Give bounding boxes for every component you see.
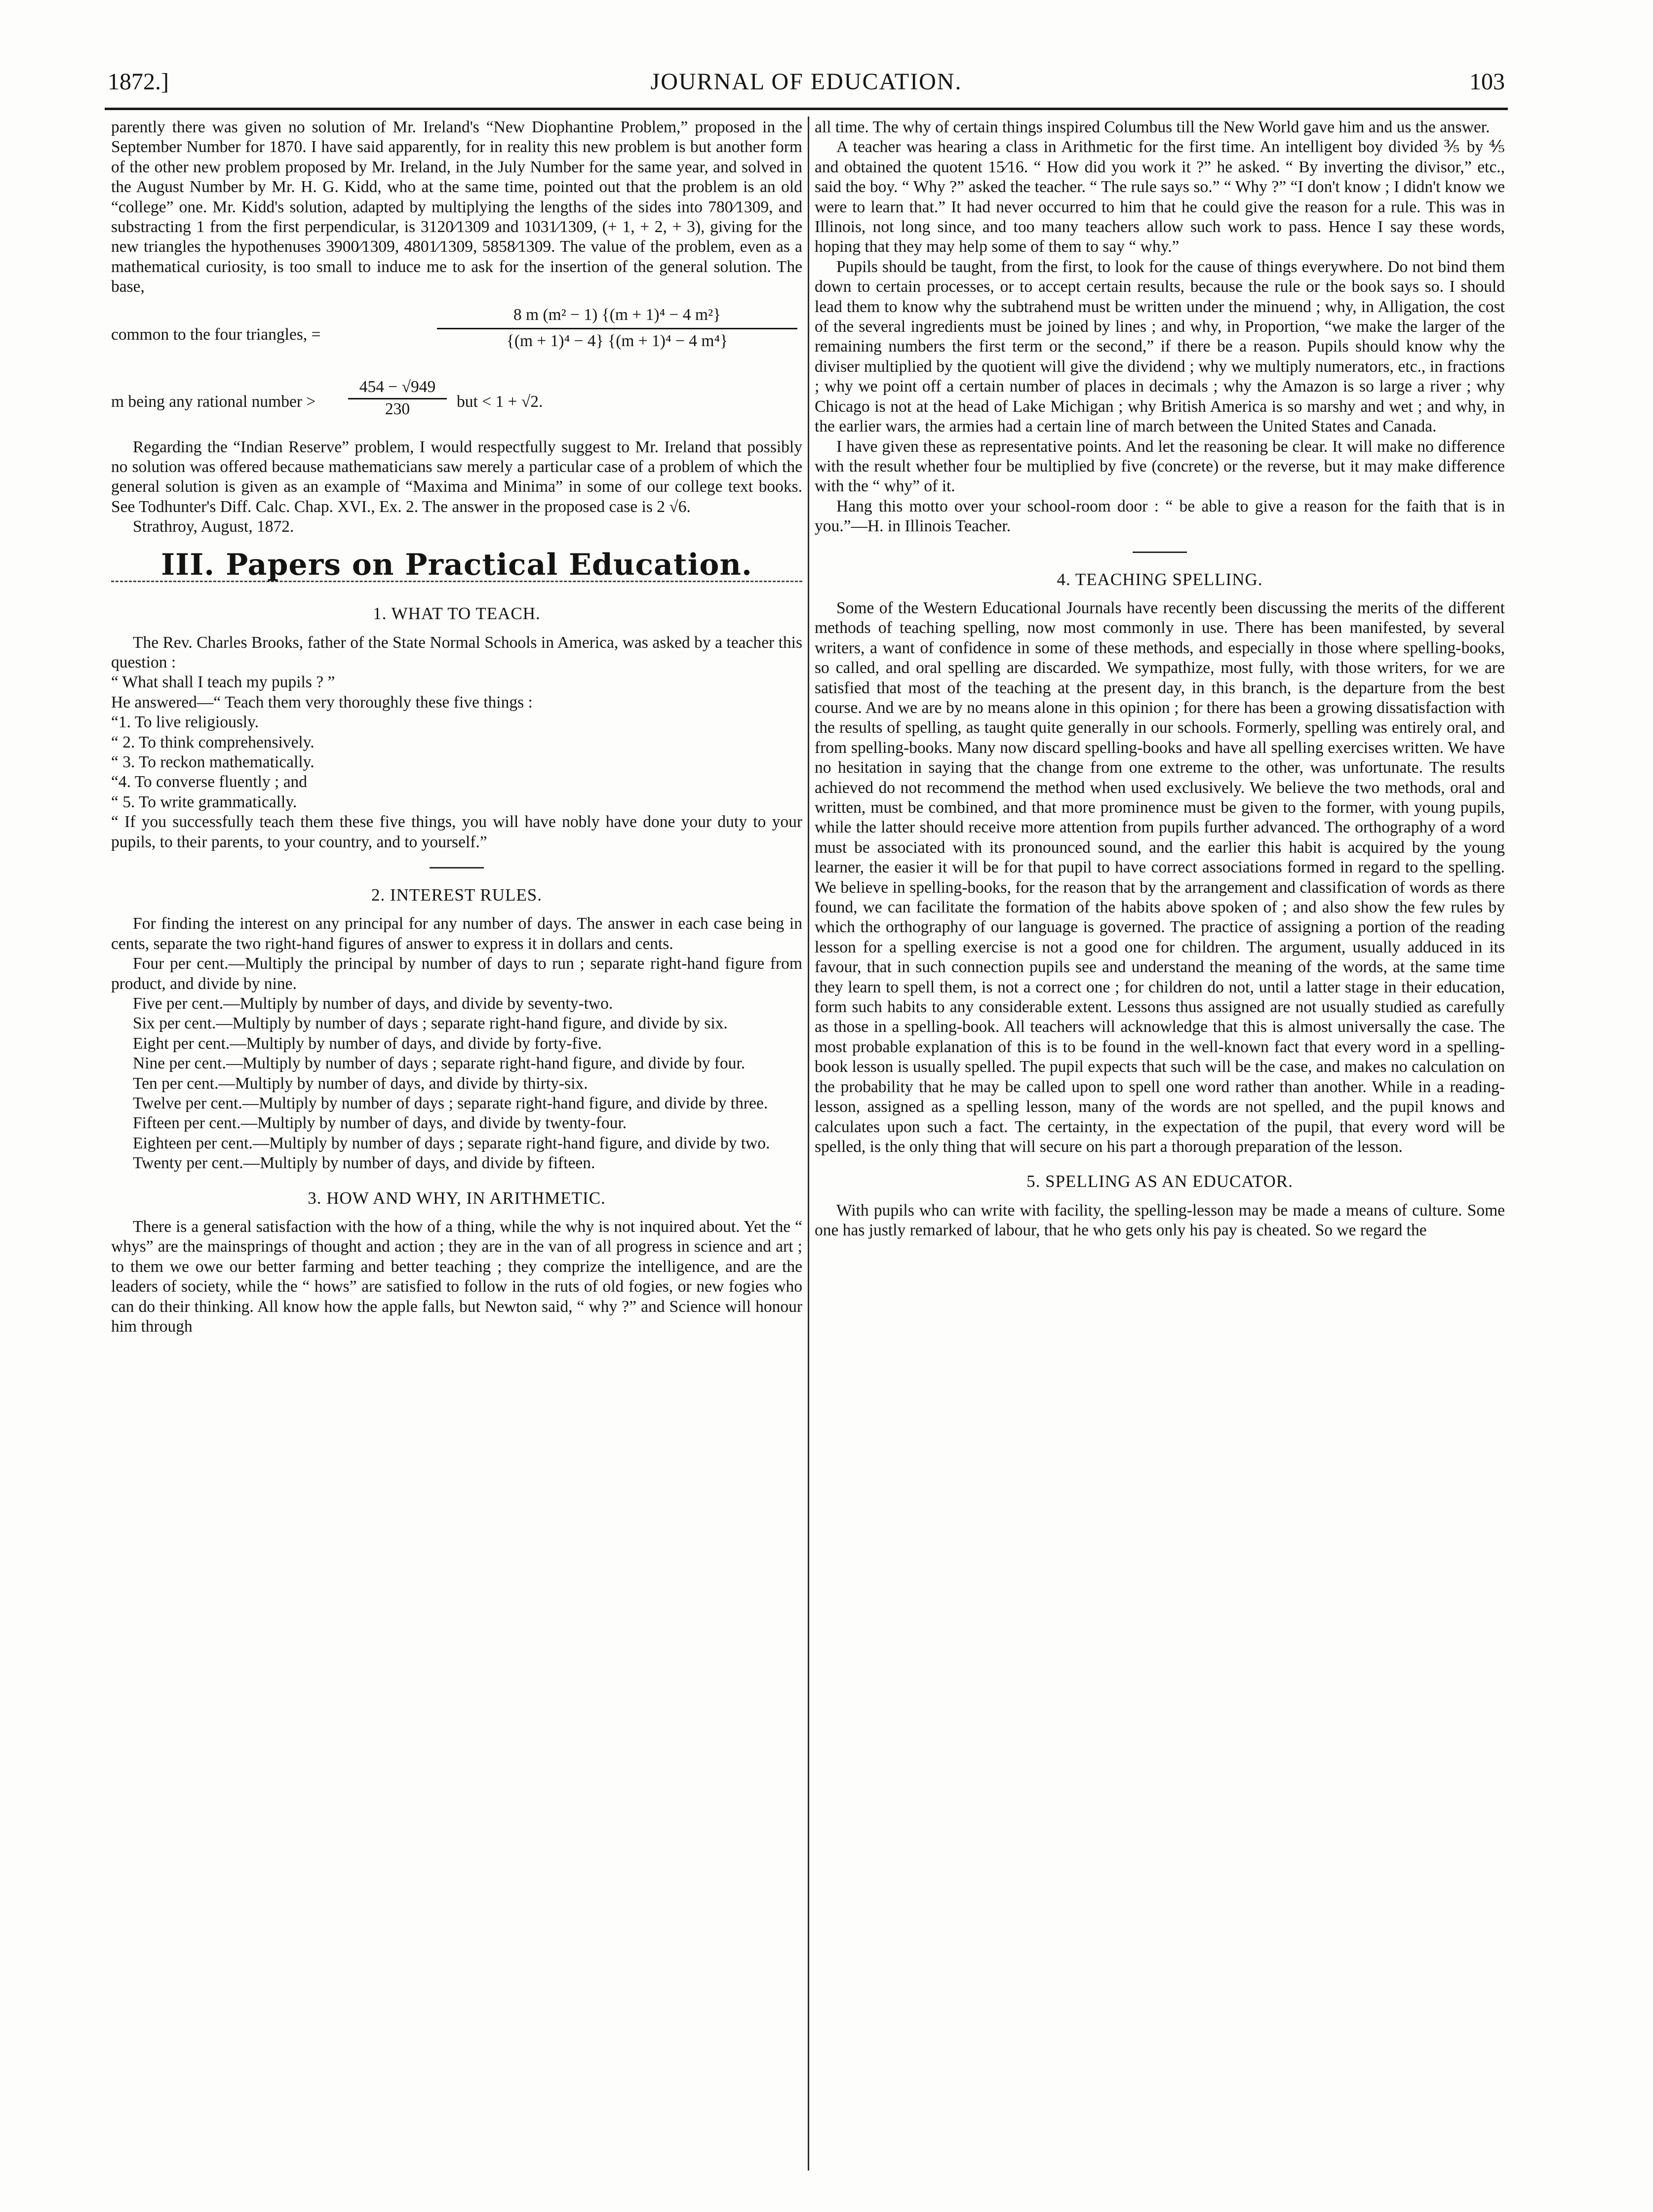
subsection-title: 5. SPELLING AS AN EDUCATOR. [1026, 1172, 1293, 1191]
running-header [108, 68, 1505, 103]
list-item: “ 2. To think comprehensively. [111, 733, 315, 751]
formula-denominator: {(m + 1)⁴ − 4} {(m + 1)⁴ − 4 m⁴} [506, 332, 728, 351]
list-item: “ 5. To write grammatically. [111, 792, 297, 811]
paragraph: Fifteen per cent.—Multiply by number of days, and divide by twenty-four. [133, 1114, 627, 1133]
paragraph: Six per cent.—Multiply by number of days ; separate right-hand figure, and divide by six. [133, 1014, 728, 1033]
header-year: 1872.] [108, 69, 169, 95]
page-number: 103 [1469, 69, 1505, 95]
section-title: III. Papers on Practical Education. [161, 547, 752, 582]
subsection-title: 4. TEACHING SPELLING. [1057, 569, 1263, 589]
subsection-title: 3. HOW AND WHY, IN ARITHMETIC. [308, 1188, 606, 1208]
paragraph: Eight per cent.—Multiply by number of days, and divide by forty-five. [133, 1034, 602, 1053]
paragraph: With pupils who can write with facility, the spelling-lesson may be made a means of culture. Some one has justly remarked of labour, that he who gets only his pay is cheated. So we regard the [815, 1201, 1505, 1240]
column-rule [808, 117, 809, 2171]
left-column [111, 118, 802, 1337]
paragraph: all time. The why of certain things inspired Columbus till the New World gave him and us the answer. [815, 118, 1490, 136]
signature: Strathroy, August, 1872. [133, 517, 294, 536]
paragraph: Hang this motto over your school-room door : “ be able to give a reason for the faith that is in you.”—H. in Illinois Teacher. [815, 497, 1505, 536]
paragraph: I have given these as representative points. And let the reasoning be clear. It will make no difference with the result whether four be multiplied by five (concrete) or the reverse, but it may make difference with the “ why” of it. [815, 437, 1505, 496]
paragraph: For finding the interest on any principal for any number of days. The answer in each case being in cents, separate the two right-hand figures of answer to express it in dollars and cents. [111, 914, 802, 953]
right-column [815, 118, 1505, 1241]
paragraph: Eighteen per cent.—Multiply by number of days ; separate right-hand figure, and divide by two. [133, 1134, 770, 1152]
condition-fraction [348, 377, 447, 420]
paragraph: Twenty per cent.—Multiply by number of days, and divide by fifteen. [133, 1154, 595, 1173]
paragraph: Regarding the “Indian Reserve” problem, I would respectfully suggest to Mr. Ireland that possibly no solution was offered because mathematicians saw merely a particular case of a problem of which the general solution is given as an example of “Maxima and Minima” in some of our college text books. See Todhunter's Diff. Calc. Chap. XVI., Ex. 2. The answer in the proposed case is 2 √6. [111, 437, 802, 516]
header-rule [105, 108, 1508, 110]
paragraph: There is a general satisfaction with the how of a thing, while the why is not inquired about. Yet the “ whys” are the mainsprings of thought and action ; they are in the van of all progress in science and art ; to them we owe our better farming and better teaching ; they comprize the intelligence, and are the leaders of society, while the “ hows” are satisfied to follow in the ruts of old fogies, or new fogies who can do their thinking. All know how the apple falls, but Newton said, “ why ?” and Science will honour him through [111, 1218, 802, 1336]
paragraph: Five per cent.—Multiply by number of days, and divide by seventy-two. [133, 994, 613, 1013]
paragraph: The Rev. Charles Brooks, father of the State Normal Schools in America, was asked by a teacher this question : [111, 633, 802, 672]
paragraph: Four per cent.—Multiply the principal by number of days to run ; separate right-hand figure from product, and divide by nine. [111, 954, 802, 993]
question-line: “ What shall I teach my pupils ? ” [111, 673, 335, 692]
formula-label: common to the four triangles, = [111, 325, 321, 344]
journal-title: JOURNAL OF EDUCATION. [650, 69, 962, 95]
condition-prefix: m being any rational number > [111, 392, 316, 411]
formula-numerator: 8 m (m² − 1) {(m + 1)⁴ − 4 m²} [437, 305, 797, 329]
list-item: “1. To live religiously. [111, 713, 259, 732]
answer-line: He answered—“ Teach them very thoroughly these five things : [111, 693, 533, 711]
short-rule [430, 867, 484, 869]
paragraph: Pupils should be taught, from the first, to look for the cause of things everywhere. Do not bind them down to certain processes, or to accept certain results, because the rule or the book says so. I should lead them to know why the subtrahend must be written under the minuend ; why, in Alligation, the cost of the several ingredients must be joined by lines ; and why, in Proportion, “we make the larger of the remaining numbers the first term or the second,” if there be a reason. Pupils should know why the diviser multiplied by the quotient will give the dividend ; why we multiply numerators, etc., in fractions ; why we point off a certain number of places in decimals ; why the Amazon is so large a river ; why Chicago is not at the head of Lake Michigan ; why British America is so marshy and wet ; and why, in the earlier wars, the armies had a certain line of march between the United States and Canada. [815, 257, 1505, 436]
base-formula [111, 305, 802, 372]
condition-numerator: 454 − √949 [348, 377, 447, 399]
subsection-title: 1. WHAT TO TEACH. [373, 604, 541, 624]
paragraph: “ If you successfully teach them these five things, you will have nobly have done your duty to your pupils, to their parents, to your country, and to yourself.” [111, 813, 802, 851]
paragraph: Ten per cent.—Multiply by number of days, and divide by thirty-six. [133, 1074, 588, 1093]
subsection-title: 2. INTEREST RULES. [371, 885, 542, 905]
short-rule [1133, 552, 1187, 553]
paragraph: Some of the Western Educational Journals have recently been discussing the merits of the different methods of teaching spelling, now most commonly in use. There has been manifested, by several writers, a want of confidence in some of these methods, and especially in those where spelling-books, so called, and oral spelling are discarded. We sympathize, most fully, with those writers, for we are satisfied that most of the teaching at the present day, in this branch, is the departure from the best course. And we are by no means alone in this opinion ; for there has been a growing dissatisfaction with the results of spelling, as taught quite generally in our schools. Formerly, spelling was entirely oral, and from spelling-books. Many now discard spelling-books and have all spelling exercises written. We have no hesitation in saying that the change from one extreme to the other, was unfortunate. The results achieved do not recommend the method when used exclusively. We believe the two methods, oral and written, must be combined, and that more prominence must be given to the former, with young pupils, while the latter should receive more attention from pupils further advanced. The orthography of a word must be associated with its pronounced sound, and the earlier this habit is acquired by the young learner, the easier it will be for that pupil to have correct associations formed in regard to the spelling. We believe in spelling-books, for the reason that by the arrangement and classification of words as there found, we can facilitate the formation of the habits above spoken of ; and also show the few rules by which the orthography of our language is governed. The practice of assigning a portion of the reading lesson for a spelling exercise is not a good one for children. The argument, usually adduced in its favour, that in such connection pupils see and understand the meaning of the words, at the same time they learn to spell them, is not a correct one ; for children do not, until a latter stage in their education, form such habits to any considerable extent. Lessons thus assigned are not usually studied as carefully as those in a spelling-book. All teachers will acknowledge that this is almost universally the case. The most probable explanation of this is to be found in the well-known fact that every word in a spelling-book lesson is usually spelled. The pupil expects that such will be the case, and makes no calculation on the probability that he may be called upon to spell one word rather than another. While in a reading-lesson, assigned as a spelling lesson, many of the words are not spelled, and the pupil knows and calculates upon such a fact. The certainty, in the expectation of the pupil, that every word will be spelled, is the only thing that will secure on his part a thorough preparation of the lesson. [815, 598, 1505, 1156]
rational-condition [111, 377, 802, 425]
paragraph: parently there was given no solution of Mr. Ireland's “New Diophantine Problem,” proposed in the September Number for 1870. I have said apparently, for in reality this new problem is but another form of the other new problem proposed by Mr. Ireland, in the July Number for the same year, and solved in the August Number by Mr. H. G. Kidd, who at the same time, pointed out that the problem is an old “college” one. Mr. Kidd's solution, adapted by multiplying the lengths of the sides into 780⁄1309, and substracting 1 from the first perpendicular, is 3120⁄1309 and 1031⁄1309, (+ 1, + 2, + 3), giving for the new triangles the hypothenuses 3900⁄1309, 4801⁄1309, 5858⁄1309. The value of the problem, even as a mathematical curiosity, is too small to induce me to ask for the insertion of the general solution. The base, [111, 118, 802, 296]
paragraph: A teacher was hearing a class in Arithmetic for the first time. An intelligent boy divided ⅗ by ⅘ and obtained the quotent 15⁄16. “ How did you work it ?” he asked. “ By inverting the divisor,” etc., said the boy. “ Why ?” asked the teacher. “ The rule says so.” “ Why ?” “I don't know ; I didn't know we were to learn that.” It had never occurred to him that he could give the reason for a rule. This was in Illinois, not long since, and too many teachers allow such work to pass. Hence I say these words, hoping that they may help some of them to say “ why.” [815, 138, 1505, 256]
list-item: “ 3. To reckon mathematically. [111, 752, 315, 771]
paragraph: Twelve per cent.—Multiply by number of days ; separate right-hand figure, and divide by three. [133, 1094, 768, 1113]
five-things-list [111, 712, 802, 812]
paragraph: Nine per cent.—Multiply by number of days ; separate right-hand figure, and divide by four. [133, 1054, 746, 1073]
condition-denominator: 230 [385, 400, 410, 419]
condition-suffix: but < 1 + √2. [457, 392, 543, 411]
formula-fraction [437, 305, 797, 352]
list-item: “4. To converse fluently ; and [111, 773, 308, 791]
